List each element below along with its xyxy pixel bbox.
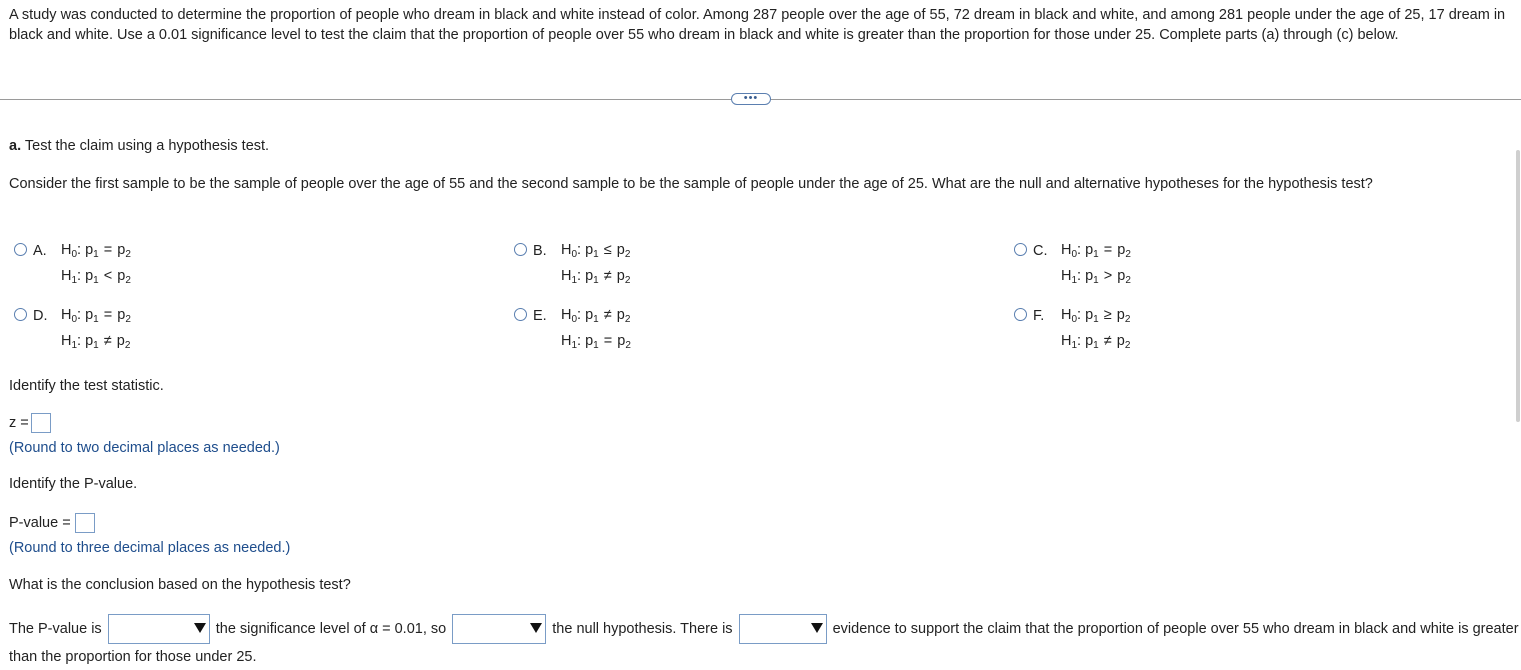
null-relation: = (103, 242, 113, 258)
p-value-label: P-value = (9, 514, 71, 531)
p-value-comparison-dropdown[interactable] (108, 614, 210, 644)
option-b[interactable] (514, 238, 814, 290)
conclusion-prompt: What is the conclusion based on the hypothesis test? (9, 577, 351, 593)
alt-hypothesis: $H_1$: $p_1 > p_2$ (1061, 268, 1131, 286)
test-statistic-row (9, 413, 51, 433)
p-value-answer-input[interactable] (75, 513, 95, 533)
test-statistic-prompt: Identify the test statistic. (9, 378, 164, 394)
option-letter: E. (533, 308, 547, 324)
part-a-letter: a. (9, 138, 22, 154)
test-statistic-hint: (Round to two decimal places as needed.) (9, 440, 280, 456)
conclusion-text-4: evidence to support the claim that the proportion of people over 55 who dream in black and white is greater than the proportion for those under 25. (9, 620, 1519, 665)
option-letter: B. (533, 243, 547, 259)
p-value-row (9, 513, 95, 533)
alt-relation: ≠ (1103, 333, 1112, 349)
null-relation: ≤ (603, 242, 612, 258)
null-relation: ≥ (1103, 307, 1112, 323)
option-f[interactable] (1014, 303, 1314, 355)
option-letter: C. (1033, 243, 1048, 259)
null-relation: = (103, 307, 113, 323)
option-c[interactable] (1014, 238, 1314, 290)
conclusion-text-3: the null hypothesis. There is (552, 620, 733, 637)
part-a-text: Test the claim using a hypothesis test. (24, 138, 270, 154)
part-a-heading (9, 137, 269, 155)
alt-hypothesis: $H_1$: $p_1 = p_2$ (561, 333, 631, 351)
problem-statement: A study was conducted to determine the proportion of people who dream in black and white instead of color. Among 287 people over the age of 55, 72 dream in black and white, and among 281 people under the age of 25, 17 dream in black and white. Use a 0.01 significance level to test the claim that the proportion of people over 55 who dream in black and white is greater than the proportion for those under 25. Complete parts (a) through (c) below. (9, 7, 1506, 43)
reject-decision-dropdown[interactable] (452, 614, 546, 644)
conclusion-text-1: The P-value is (9, 620, 102, 637)
option-letter: D. (33, 308, 48, 324)
alt-relation: ≠ (603, 268, 612, 284)
null-hypothesis: $H_0$: $p_1 = p_2$ (1061, 242, 1131, 260)
radio-button-d[interactable] (14, 308, 27, 321)
alt-hypothesis: $H_1$: $p_1 < p_2$ (61, 268, 131, 286)
radio-button-c[interactable] (1014, 243, 1027, 256)
alt-relation: > (1103, 268, 1113, 284)
option-letter: A. (33, 243, 47, 259)
alt-hypothesis: $H_1$: $p_1 \ne p_2$ (1061, 333, 1131, 351)
null-hypothesis: $H_0$: $p_1 \ge p_2$ (1061, 307, 1131, 325)
scrollbar[interactable] (1516, 150, 1520, 422)
hypothesis-question: Consider the first sample to be the sample of people over the age of 55 and the second sample to be the sample of people under the age of 25. What are the null and alternative hypotheses for the hypothesis test? (9, 176, 1373, 192)
radio-button-f[interactable] (1014, 308, 1027, 321)
option-a[interactable] (14, 238, 314, 290)
conclusion-text-2: the significance level of α = 0.01, so (215, 620, 447, 637)
conclusion-sentence (9, 614, 1519, 670)
option-e[interactable] (514, 303, 814, 355)
dropdown-arrow-icon (190, 615, 209, 643)
radio-button-e[interactable] (514, 308, 527, 321)
alt-hypothesis: $H_1$: $p_1 \ne p_2$ (61, 333, 131, 351)
show-more-button[interactable]: ••• (731, 93, 771, 105)
option-letter: F. (1033, 308, 1045, 324)
p-value-prompt: Identify the P-value. (9, 476, 138, 492)
alt-hypothesis: $H_1$: $p_1 \ne p_2$ (561, 268, 631, 286)
alt-relation: = (603, 333, 613, 349)
z-label: z = (9, 414, 29, 431)
radio-button-a[interactable] (14, 243, 27, 256)
alt-relation: < (103, 268, 113, 284)
p-value-hint: (Round to three decimal places as needed.) (9, 540, 291, 556)
alt-relation: ≠ (103, 333, 112, 349)
null-hypothesis: $H_0$: $p_1 = p_2$ (61, 242, 131, 260)
z-answer-input[interactable] (31, 413, 51, 433)
option-d[interactable] (14, 303, 314, 355)
evidence-dropdown[interactable] (739, 614, 827, 644)
null-relation: = (1103, 242, 1113, 258)
null-hypothesis: $H_0$: $p_1 \ne p_2$ (561, 307, 631, 325)
dropdown-arrow-icon (807, 615, 826, 643)
null-hypothesis: $H_0$: $p_1 = p_2$ (61, 307, 131, 325)
null-relation: ≠ (603, 307, 612, 323)
dropdown-arrow-icon (526, 615, 545, 643)
null-hypothesis: $H_0$: $p_1 \le p_2$ (561, 242, 631, 260)
radio-button-b[interactable] (514, 243, 527, 256)
